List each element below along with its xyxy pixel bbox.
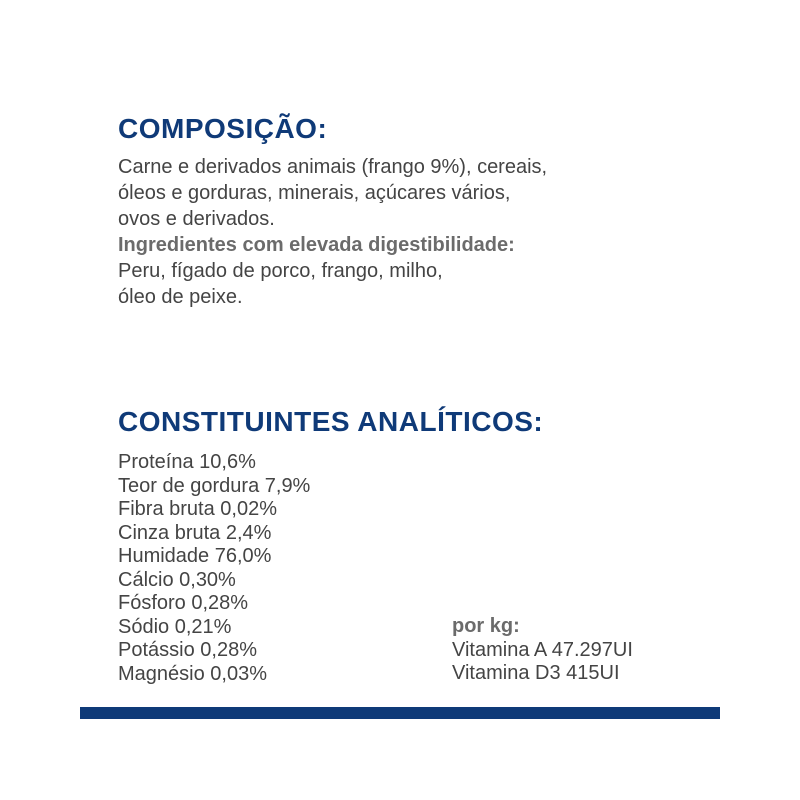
analytic-item: Humidade 76,0%: [118, 545, 272, 567]
analytic-item: Sódio 0,21%: [118, 615, 232, 638]
analytic-item: Teor de gordura 7,9%: [118, 474, 311, 497]
composition-line: ovos e derivados.: [118, 208, 275, 230]
composition-line: óleos e gorduras, minerais, açúcares vários,: [118, 182, 511, 204]
vitamins-block: [452, 615, 633, 686]
analytic-item: Fósforo 0,28%: [118, 592, 249, 614]
analytic-item: Fibra bruta 0,02%: [118, 498, 277, 520]
analytic-item: Cálcio 0,30%: [118, 568, 236, 591]
vitamin-item: Vitamina A 47.297UI: [452, 638, 633, 661]
per-kg-label: por kg:: [452, 615, 520, 637]
composition-title: COMPOSIÇÃO:: [118, 113, 328, 144]
analytic-item: Cinza bruta 2,4%: [118, 521, 272, 544]
analytic-item: Potássio 0,28%: [118, 639, 257, 661]
analytic-title: CONSTITUINTES ANALÍTICOS:: [118, 406, 544, 437]
ingredients-line: óleo de peixe.: [118, 286, 243, 308]
analytic-item: Magnésio 0,03%: [118, 662, 267, 685]
analytic-list: [118, 451, 310, 686]
ingredients-heading: Ingredientes com elevada digestibilidade:: [118, 234, 515, 256]
analytic-item: Proteína 10,6%: [118, 451, 256, 473]
composition-line: Carne e derivados animais (frango 9%), cereais,: [118, 156, 548, 178]
footer-bar: [80, 707, 720, 719]
composition-body: [118, 154, 718, 310]
ingredients-line: Peru, fígado de porco, frango, milho,: [118, 260, 443, 282]
vitamin-item: Vitamina D3 415UI: [452, 662, 620, 684]
